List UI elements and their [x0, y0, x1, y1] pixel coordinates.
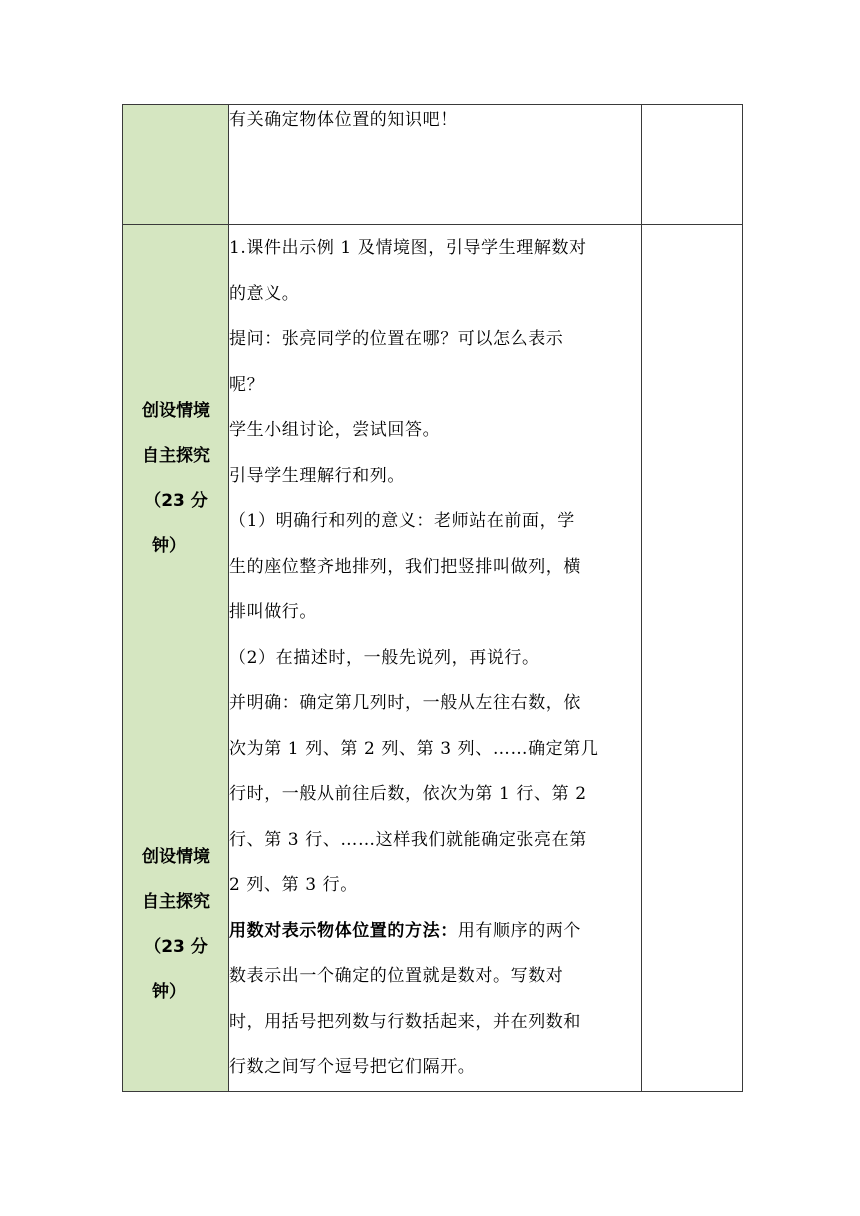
content-line: 行时，一般从前往后数，依次为第 1 行、第 2 [229, 784, 587, 804]
content-line: 提问：张亮同学的位置在哪？可以怎么表示 [229, 329, 564, 349]
stage-label-line: 自主探究 [142, 892, 210, 912]
content-line: 2 列、第 3 行。 [229, 875, 358, 895]
method-heading: 用数对表示物体位置的方法： [229, 920, 458, 941]
content-line: 有关确定物体位置的知识吧！ [229, 110, 458, 130]
stage-label-line: 自主探究 [142, 446, 210, 466]
content-line: 学生小组讨论，尝试回答。 [229, 420, 441, 440]
stage-label-line: 创设情境 [142, 401, 210, 421]
stage-label-line: 钟） [152, 536, 186, 556]
content-line: 1.课件出示例 1 及情境图，引导学生理解数对 [229, 238, 587, 258]
table-row [123, 225, 743, 1092]
content-line: 排叫做行。 [229, 602, 317, 622]
stage-label-line: 钟） [152, 982, 186, 1002]
notes-cell [642, 105, 743, 225]
content-line: 生的座位整齐地排列，我们把竖排叫做列，横 [229, 556, 581, 577]
content-line [229, 909, 641, 955]
content-line: 的意义。 [229, 283, 300, 304]
content-cell [229, 225, 642, 1092]
notes-cell [642, 225, 743, 1092]
content-line: 并明确：确定第几列时，一般从左往右数，依 [229, 693, 581, 713]
stage-label-line: （23 分 [144, 937, 208, 957]
stage-label-line: （23 分 [144, 491, 208, 511]
stage-cell [123, 225, 229, 1092]
content-line: 行、第 3 行、……这样我们就能确定张亮在第 [229, 829, 587, 850]
content-line: （1）明确行和列的意义：老师站在前面，学 [229, 511, 575, 531]
content-line: 时，用括号把列数与行数括起来，并在列数和 [229, 1011, 581, 1032]
content-line: （2）在描述时，一般先说列，再说行。 [229, 647, 540, 668]
stage-label-block [123, 835, 229, 1015]
method-text: 用有顺序的两个 [457, 920, 582, 941]
stage-label-line: 创设情境 [142, 847, 210, 867]
stage-cell [123, 105, 229, 225]
content-line: 行数之间写个逗号把它们隔开。 [229, 1057, 476, 1077]
content-line: 数表示出一个确定的位置就是数对。写数对 [229, 966, 564, 986]
table-row [123, 105, 743, 225]
content-line: 呢？ [229, 374, 265, 395]
stage-label-block [123, 389, 229, 569]
lesson-plan-table [122, 104, 743, 1092]
content-line: 引导学生理解行和列。 [229, 465, 405, 486]
content-line: 次为第 1 列、第 2 列、第 3 列、……确定第几 [229, 738, 599, 759]
content-cell [229, 105, 642, 225]
